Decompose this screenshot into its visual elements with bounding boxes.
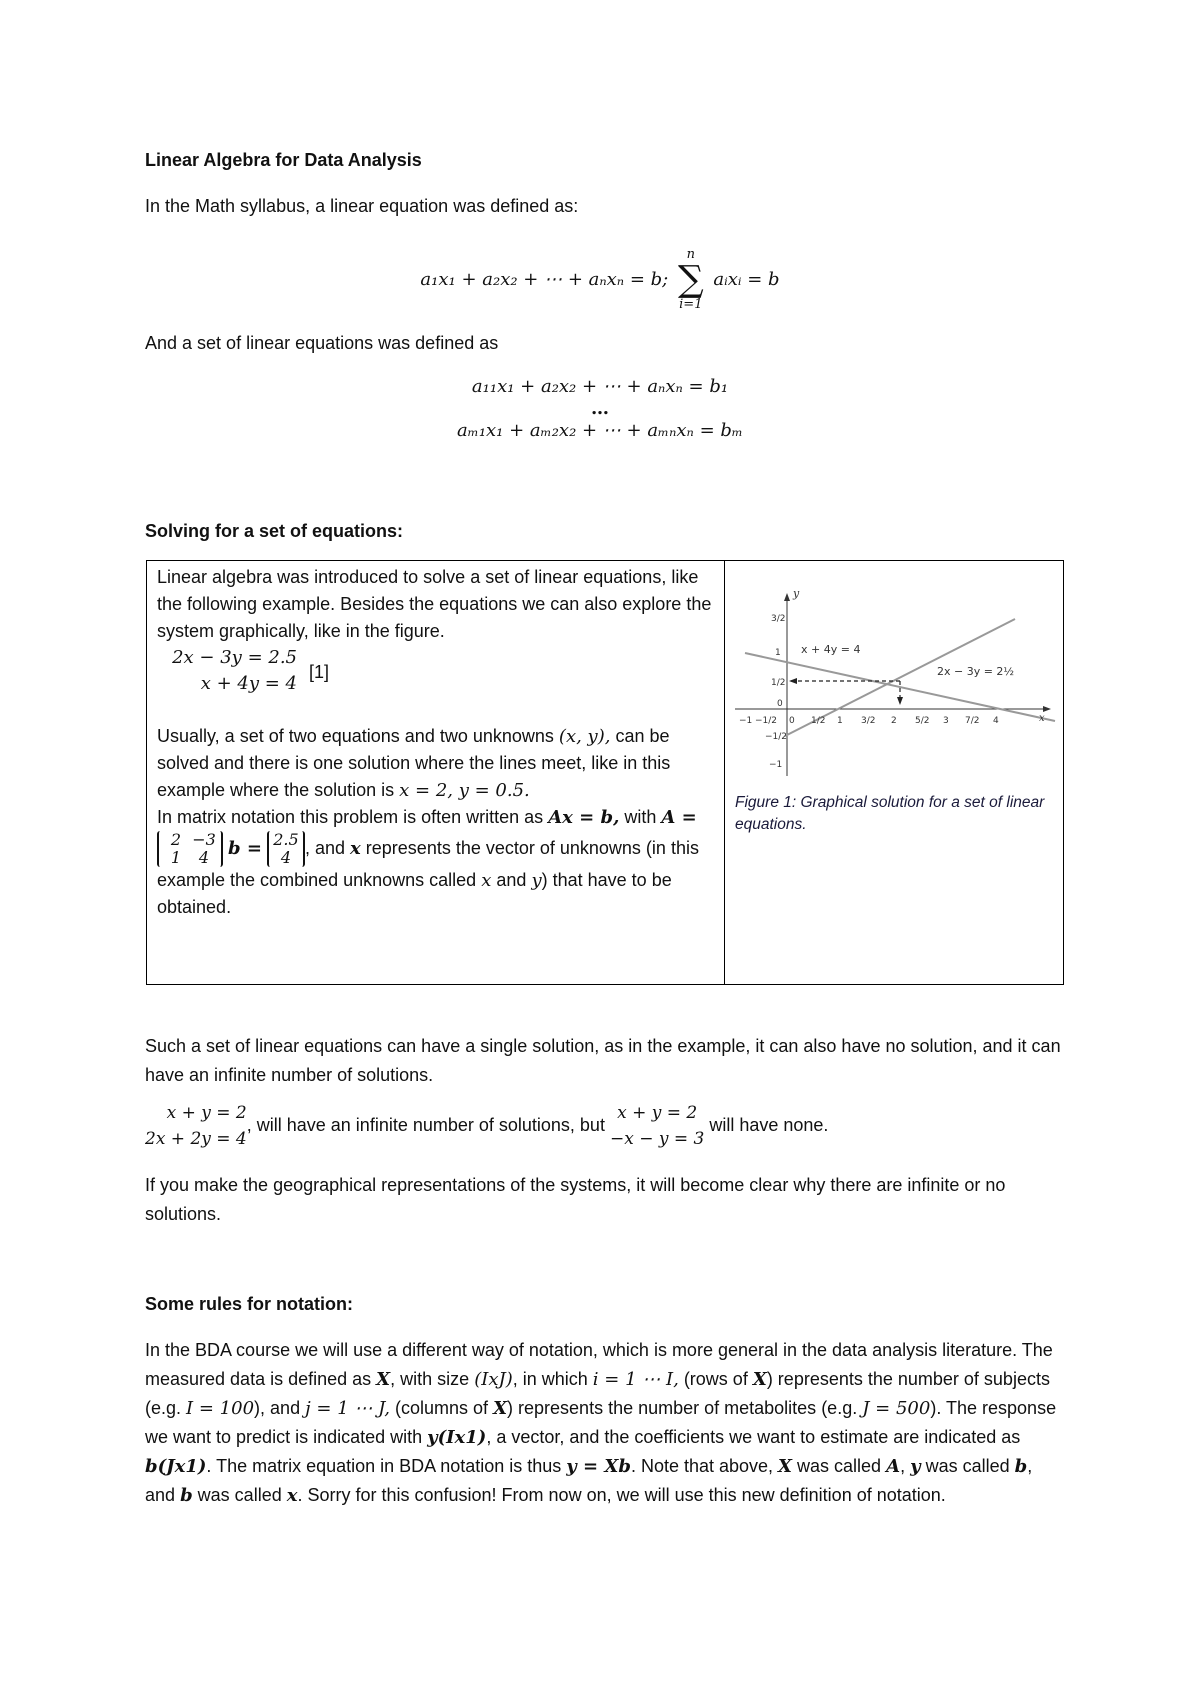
matrix-a-label: A = [661,807,697,828]
example-none-eq1: x + y = 2 [617,1103,698,1123]
equation-reference: [1] [309,662,330,682]
equation-set-line-1: a₁₁x₁ + a₂x₂ + ⋯ + aₙxₙ = b₁ [471,376,729,397]
equation-set-line-m: aₘ₁x₁ + aₘ₂x₂ + ⋯ + aₘₙxₙ = bₘ [457,420,743,441]
example-paragraph-2 [157,723,714,804]
n-math: X [752,1369,767,1390]
n-math: (IxJ) [474,1369,513,1390]
example-table [146,560,1064,985]
line-x-plus-4y [745,653,1055,721]
vector-b-label: b = [228,837,262,859]
x-tick-label: 1 [837,716,843,726]
n-math: I = 100 [186,1398,255,1419]
p3-text-a: In matrix notation this problem is often written as [157,807,544,827]
example-equation-2: x + 4y = 4 [200,673,297,694]
n-text: ) represents the number of metabolites (e.g. [507,1398,858,1418]
n-text: was called [197,1485,282,1505]
p2-text-b: can be solved and there is one solution where the lines meet, like in this example where the solution is [157,726,671,800]
examples-middle-text: , will have an infinite number of solutions, but [246,1114,605,1135]
x-tick-label: 2 [891,716,897,726]
example-infinite [145,1100,247,1152]
sum-body: aᵢxᵢ = b [713,269,780,290]
notation-paragraph: In the BDA course we will use a different way of notation, which is more general in the data analysis literature. The measured data is defined as X, with size (IxJ), in which i = 1 ⋯ I, (rows of X) represents the number of subjects (e.g. I = 100), and j = 1 ⋯ J, (columns of X) represents the number of metabolites (e.g. J = 500). The response we want to predict is indicated with y(Ix1), a vector, and the coefficients we want to estimate are indicated as b(Jx1). The matrix equation in BDA notation is thus y = Xb. Note that above, X was called A, y was called b, and b was called x. Sorry for this confusion! From now on, we will use this new definition of notation. [145,1340,1057,1506]
p3-text-c: represents the vector of unknowns (in this example the combined unknowns called [157,837,699,890]
example-infinite-eq1: x + y = 2 [166,1103,247,1123]
p3-and: and [496,870,527,890]
n-math: X [376,1369,391,1390]
linear-equation [0,248,1200,312]
x-tick-label: 0 [789,716,795,726]
y-tick-label: 0 [777,699,783,709]
x-tick-label: −1 [739,716,753,726]
y-tick-label: −1 [769,760,783,770]
x-tick-label: 3/2 [861,716,876,726]
n-text: In the BDA course we will use a different way of notation, which is more general in the data analysis literature. The measured data is defined as [145,1340,1053,1389]
n-math: y [910,1456,921,1477]
sigma-symbol: ∑ [677,259,704,300]
sum-upper-limit: n [686,247,695,262]
n-text: ). The response we want to predict is indicated with [145,1398,1057,1447]
section-heading-solving: Solving for a set of equations: [145,521,404,541]
set-intro-text: And a set of linear equations was defined as [145,333,499,353]
y-tick-label: −1/2 [765,732,788,742]
page-title: Linear Algebra for Data Analysis [145,150,422,170]
p3-text-b: , and [304,837,346,858]
n-text: was called [925,1456,1010,1476]
p3-with: with [624,807,657,827]
vector-b-cell: 4 [280,848,292,867]
y-axis-label: y [793,587,800,600]
example-text-cell [147,561,725,985]
n-text: . The matrix equation in BDA notation is thus [206,1456,562,1476]
vector-b-cell: 2.5 [273,830,299,849]
n-math: b [180,1485,193,1506]
example-equation-1: 2x − 3y = 2.5 [172,647,297,668]
y-axis-arrow [784,593,790,601]
n-math: J = 500 [862,1398,931,1419]
dashed-arrow-down [897,697,903,705]
n-text: (columns of [395,1398,489,1418]
equation-set-dots: … [591,398,609,419]
intro-text: In the Math syllabus, a linear equation was defined as: [145,196,579,216]
geo-paragraph: If you make the geographical representations of the systems, it will become clear why there are infinite or no solutions. [145,1175,1006,1224]
x-tick-label: 3 [943,716,949,726]
graph-figure [725,561,1063,786]
y-tick-label: 1/2 [771,678,786,688]
y-tick-label: 3/2 [771,614,786,624]
n-math: b [1014,1456,1028,1477]
figure-caption: Figure 1: Graphical solution for a set of linear equations. [735,794,1045,833]
n-text: , with size [390,1369,470,1389]
example-equation-stack [157,645,297,697]
line2-label: 2x − 3y = 2½ [937,665,1015,678]
x-tick-label: 5/2 [915,716,930,726]
n-text: , in which [512,1369,588,1389]
example-paragraph-3 [157,804,714,921]
p2-text-a: Usually, a set of two equations and two unknowns [157,726,554,746]
summation [678,248,704,312]
p3-vector-x: x [350,837,361,859]
p2-unknowns: (x, y), [558,726,611,747]
x-tick-label: 7/2 [965,716,980,726]
equation-set [0,373,1200,445]
line1-label: x + 4y = 4 [801,643,861,656]
dashed-arrow-left [789,678,797,684]
n-math: y = Xb [566,1456,631,1477]
p2-solution: x = 2, y = 0.5. [399,780,530,801]
n-math: X [778,1456,793,1477]
x-axis-arrow [1043,706,1051,712]
example-paragraph-1: Linear algebra was introduced to solve a set of linear equations, like the following example. Besides the equations we can also explore the system graphically, like in the figure. [157,567,712,641]
n-text: . Sorry for this confusion! From now on, we will use this new definition of notation. [297,1485,946,1505]
n-text: . Note that above, [630,1456,774,1476]
matrix-a-cell: −3 [192,830,216,849]
example-infinite-eq2: 2x + 2y = 4 [145,1129,247,1149]
y-tick-label: 1 [775,648,781,658]
solutions-examples [145,1100,1065,1162]
n-text: (rows of [683,1369,748,1389]
n-math: y(Ix1) [427,1427,487,1448]
matrix-a [157,831,223,867]
x-tick-label: 4 [993,716,999,726]
n-text: , a vector, and the coefficients we want to estimate are indicated as [486,1427,1021,1447]
p3-var-y: y [531,870,542,891]
n-text: , and [145,1456,1033,1505]
solutions-paragraph: Such a set of linear equations can have a single solution, as in the example, it can also have no solution, and it can have an infinite number of solutions. [145,1036,1061,1085]
matrix-a-cell: 2 [170,830,182,849]
vector-b [267,831,305,867]
matrix-a-cell: 4 [198,848,210,867]
examples-end-text: will have none. [709,1114,829,1135]
n-math: b(Jx1) [145,1456,207,1477]
p3-var-x: x [481,870,492,891]
example-none-eq2: −x − y = 3 [609,1129,705,1149]
x-tick-label: −1/2 [755,716,778,726]
sum-lower-limit: i=1 [679,297,703,312]
p3-matrix-equation: Ax = b, [548,807,620,828]
x-tick-label: 1/2 [811,716,826,726]
example-equations [157,645,714,701]
n-math: A [886,1456,901,1477]
equation-lhs: a₁x₁ + a₂x₂ + ⋯ + aₙxₙ = b; [420,269,669,290]
n-math: i = 1 ⋯ I, [592,1369,679,1390]
p3-text-d: ) that have to be obtained. [157,870,672,917]
n-text: ), and [254,1398,301,1418]
matrix-a-cell: 1 [170,848,182,867]
n-math: x [286,1485,298,1506]
example-none [610,1100,704,1152]
figure-cell [725,561,1064,985]
n-math: X [493,1398,508,1419]
section-heading-notation: Some rules for notation: [145,1294,354,1314]
n-text: was called [797,1456,882,1476]
n-text: ) represents the number of subjects (e.g. [145,1369,1050,1418]
n-math: j = 1 ⋯ J, [305,1398,390,1419]
x-axis-label: x [1039,713,1045,724]
